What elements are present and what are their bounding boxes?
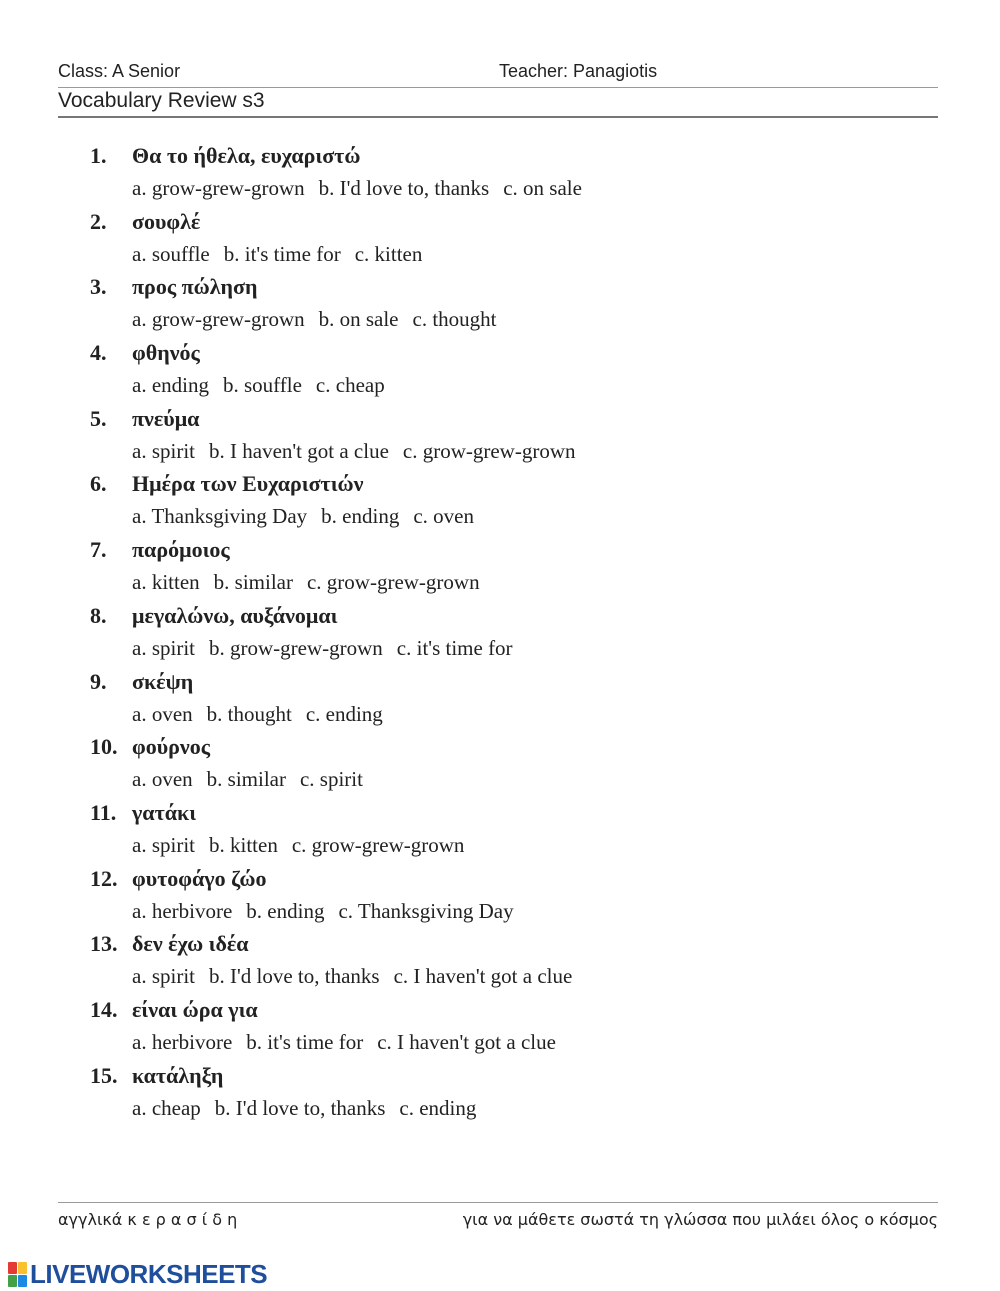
answer-option[interactable]: a. oven [132,701,193,726]
question-number: 9. [90,668,107,694]
answer-option[interactable]: a. grow-grew-grown [132,176,305,200]
answer-option[interactable]: a. grow-grew-grown [132,307,305,332]
class-label: Class: A Senior [58,61,181,81]
question-prompt: γατάκι [132,799,197,825]
answer-option[interactable]: c. Thanksgiving Day [338,898,514,923]
question-item [90,340,930,406]
question-prompt: είναι ώρα για [132,996,258,1022]
footer-divider [58,1202,938,1203]
answer-options [132,570,494,595]
title-divider [58,116,938,118]
answer-option[interactable]: b. similar [206,767,286,792]
answer-options [132,307,511,332]
answer-option[interactable]: a. Thanksgiving Day [132,504,308,529]
question-number: 7. [90,537,107,563]
answer-options [132,833,478,858]
footer-left-text: αγγλικά κ ε ρ α σ ί δ η [58,1210,238,1229]
question-item [90,603,930,669]
worksheet-title: Vocabulary Review s3 [58,89,265,112]
answer-option[interactable]: c. grow-grew-grown [306,570,480,595]
question-number: 15. [90,1062,118,1088]
logo-mark-square [18,1262,27,1274]
question-item [90,669,930,735]
answer-option[interactable]: c. I haven't got a clue [377,1029,556,1054]
question-item [90,1063,930,1129]
answer-option[interactable]: c. ending [305,701,383,726]
question-number: 4. [90,340,107,366]
question-number: 3. [90,274,107,300]
logo-mark-icon [8,1262,27,1287]
answer-option[interactable]: a. oven [132,767,193,792]
question-prompt: Ημέρα των Ευχαριστιών [132,471,364,497]
question-item [90,537,930,603]
logo-mark-square [8,1262,17,1274]
question-prompt: φυτοφάγο ζώο [132,865,267,891]
answer-option[interactable]: c. it's time for [396,635,513,660]
answer-option[interactable]: c. grow-grew-grown [402,438,576,463]
question-prompt: πνεύμα [132,405,200,431]
answer-option[interactable]: a. spirit [132,964,195,989]
question-prompt: φθηνός [132,340,200,366]
answer-options [132,439,590,464]
question-number: 8. [90,602,107,628]
answer-options [132,504,488,529]
answer-option[interactable]: c. spirit [299,767,363,792]
question-prompt: φούρνος [132,734,211,760]
answer-option[interactable]: c. oven [413,504,474,529]
answer-option[interactable]: b. kitten [209,832,278,857]
logo-mark-square [8,1275,17,1287]
question-number: 2. [90,208,107,234]
answer-option[interactable]: a. cheap [132,1095,201,1120]
answer-option[interactable]: b. on sale [318,307,399,332]
question-number: 1. [90,143,107,168]
answer-option[interactable]: c. I haven't got a clue [393,964,573,989]
question-prompt: κατάληξη [132,1062,224,1088]
liveworksheets-logo[interactable] [8,1260,267,1288]
answer-option[interactable]: b. I'd love to, thanks [209,964,380,989]
answer-option[interactable]: a. herbivore [132,1029,233,1054]
question-prompt: σουφλέ [132,208,201,234]
answer-option[interactable]: b. it's time for [223,241,341,266]
question-item [90,274,930,340]
answer-option[interactable]: b. grow-grew-grown [209,635,383,660]
question-prompt: δεν έχω ιδέα [132,931,249,957]
teacher-label: Teacher: Panagiotis [499,61,658,81]
answer-option[interactable]: a. spirit [132,832,195,857]
question-number: 5. [90,405,107,431]
answer-option[interactable]: c. kitten [354,241,423,266]
logo-text: LIVEWORKSHEETS [30,1258,268,1289]
answer-options [132,176,596,201]
answer-option[interactable]: c. cheap [315,373,385,398]
answer-option[interactable]: c. thought [412,307,497,332]
worksheet-header [58,61,938,85]
answer-options [132,1096,490,1121]
answer-option[interactable]: b. thought [206,701,292,726]
answer-options [132,964,586,989]
question-number: 11. [90,799,117,825]
question-prompt: παρόμοιος [132,537,230,563]
answer-option[interactable]: a. herbivore [132,898,233,923]
answer-option[interactable]: a. souffle [132,241,210,266]
answer-options [132,636,527,661]
question-item [90,800,930,866]
question-item [90,734,930,800]
answer-options [132,1030,570,1055]
answer-option[interactable]: b. similar [213,570,293,595]
question-number: 6. [90,471,107,497]
answer-option[interactable]: b. it's time for [246,1029,364,1054]
logo-mark-square [18,1275,27,1287]
answer-option[interactable]: b. I'd love to, thanks [318,176,490,200]
question-item [90,406,930,472]
answer-options [132,373,399,398]
answer-option[interactable]: c. grow-grew-grown [291,832,465,857]
question-list [90,143,930,1128]
answer-option[interactable]: b. I'd love to, thanks [214,1095,386,1120]
answer-options [132,767,377,792]
answer-option[interactable]: c. on sale [503,176,582,200]
answer-option[interactable]: a. ending [132,373,209,398]
question-item [90,471,930,537]
question-item [90,997,930,1063]
question-number: 12. [90,865,118,891]
question-item [90,866,930,932]
question-number: 10. [90,734,118,760]
answer-option[interactable]: b. ending [246,898,325,923]
answer-options [132,899,528,924]
question-prompt: μεγαλώνω, αυξάνομαι [132,602,338,628]
answer-options [132,702,397,727]
question-item [90,931,930,997]
question-number: 13. [90,931,118,957]
question-prompt: Θα το ήθελα, ευχαριστώ [132,143,361,168]
question-item [90,209,930,275]
answer-option[interactable]: a. spirit [132,635,195,660]
answer-option[interactable]: a. spirit [132,438,195,463]
answer-option[interactable]: b. ending [321,504,400,529]
answer-options [132,242,436,267]
question-prompt: προς πώληση [132,274,258,300]
answer-option[interactable]: c. ending [399,1095,477,1120]
answer-option[interactable]: a. kitten [132,570,200,595]
header-divider [58,87,938,88]
answer-option[interactable]: b. I haven't got a clue [209,438,389,463]
answer-option[interactable]: b. souffle [222,373,302,398]
footer-right-text: για να μάθετε σωστά τη γλώσσα που μιλάει όλος ο κόσμος [462,1210,938,1229]
question-prompt: σκέψη [132,668,194,694]
question-item [90,143,930,209]
question-number: 14. [90,996,118,1022]
